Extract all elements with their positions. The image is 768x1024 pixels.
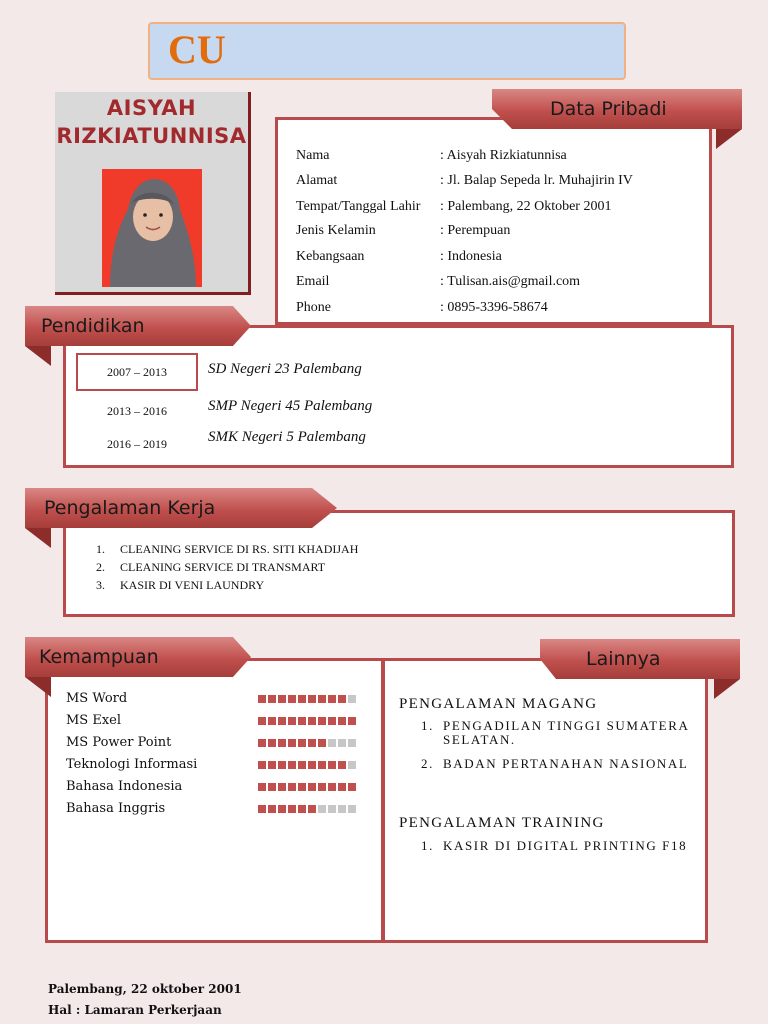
skill-level-filled (338, 783, 346, 791)
skill-level-bar (258, 695, 356, 703)
skill-level-empty (348, 695, 356, 703)
skill-level-filled (258, 717, 266, 725)
skill-level-filled (278, 695, 286, 703)
skill-name: Teknologi Informasi (66, 757, 198, 772)
personal-label: Phone (296, 300, 331, 315)
skill-level-filled (338, 695, 346, 703)
skill-level-filled (258, 739, 266, 747)
skill-level-filled (278, 761, 286, 769)
profile-photo (102, 169, 202, 287)
skill-row (66, 735, 376, 753)
education-school: SMP Negeri 45 Palembang (208, 398, 373, 414)
skill-level-filled (298, 717, 306, 725)
skill-level-filled (288, 761, 296, 769)
skill-level-empty (328, 805, 336, 813)
section-heading: Kemampuan (39, 646, 159, 668)
section-heading: Pengalaman Kerja (44, 497, 216, 519)
skill-name: MS Power Point (66, 735, 172, 750)
skill-name: MS Word (66, 691, 128, 706)
skill-level-bar (258, 805, 356, 813)
skill-level-filled (318, 783, 326, 791)
skill-level-filled (308, 805, 316, 813)
skill-level-filled (308, 783, 316, 791)
list-item: 1. KASIR DI DIGITAL PRINTING F18 (421, 838, 688, 853)
skill-level-filled (328, 717, 336, 725)
section-ribbon-others (540, 639, 740, 679)
skill-level-filled (338, 717, 346, 725)
section-ribbon-education (25, 306, 251, 346)
skill-name: Bahasa Indonesia (66, 779, 183, 794)
skill-name: Bahasa Inggris (66, 801, 166, 816)
skill-row (66, 713, 376, 731)
personal-value: : Aisyah Rizkiatunnisa (440, 148, 567, 163)
skill-level-filled (258, 695, 266, 703)
place-date: Palembang, 22 oktober 2001 (48, 982, 242, 996)
skill-row (66, 779, 376, 797)
skill-level-bar (258, 717, 356, 725)
personal-label: Alamat (296, 173, 338, 188)
section-heading: Pendidikan (41, 315, 145, 337)
skills-box (45, 658, 384, 943)
skill-level-filled (308, 717, 316, 725)
profile-name-first: AISYAH (106, 96, 197, 120)
skill-level-empty (348, 739, 356, 747)
training-heading: PENGALAMAN TRAINING (399, 815, 605, 831)
skill-level-bar (258, 739, 356, 747)
others-box (382, 658, 708, 943)
skill-level-filled (298, 739, 306, 747)
skill-level-filled (268, 805, 276, 813)
skill-level-filled (258, 761, 266, 769)
skill-row (66, 757, 376, 775)
education-box (63, 325, 734, 468)
skill-level-filled (318, 739, 326, 747)
section-heading: Lainnya (586, 648, 661, 670)
education-period: 2016 – 2019 (107, 437, 167, 451)
personal-value: : Tulisan.ais@gmail.com (440, 274, 581, 289)
personal-label: Jenis Kelamin (296, 223, 376, 238)
personal-value: : Perempuan (440, 223, 511, 238)
personal-label: Tempat/Tanggal Lahir (296, 199, 421, 214)
skill-level-filled (298, 805, 306, 813)
skill-row (66, 801, 376, 819)
skill-level-filled (308, 695, 316, 703)
skill-level-filled (308, 739, 316, 747)
cv-title: CU (168, 27, 226, 72)
skill-level-filled (258, 805, 266, 813)
skill-level-empty (328, 739, 336, 747)
internship-heading: PENGALAMAN MAGANG (399, 696, 598, 712)
skill-level-filled (278, 739, 286, 747)
list-item: 1. PENGADILAN TINGGI SUMATERA SELATAN. (421, 718, 689, 747)
personal-label: Kebangsaan (296, 249, 365, 264)
personal-value: : 0895-3396-58674 (440, 300, 548, 315)
list-item: 2. BADAN PERTANAHAN NASIONAL (421, 756, 689, 771)
skill-level-filled (278, 783, 286, 791)
skill-level-filled (338, 761, 346, 769)
personal-value: : Jl. Balap Sepeda lr. Muhajirin IV (440, 173, 633, 188)
skill-level-empty (338, 805, 346, 813)
skill-level-empty (348, 805, 356, 813)
skill-level-empty (318, 805, 326, 813)
personal-data-box (275, 117, 712, 325)
education-period: 2007 – 2013 (76, 353, 198, 391)
letter-subject: Hal : Lamaran Perkerjaan (48, 1003, 222, 1017)
skill-level-filled (288, 739, 296, 747)
list-item: 1. CLEANING SERVICE DI RS. SITI KHADIJAH (96, 542, 359, 556)
header-bar (148, 22, 626, 80)
skill-level-filled (268, 695, 276, 703)
skill-level-bar (258, 761, 356, 769)
personal-label: Email (296, 274, 330, 289)
skill-level-filled (288, 805, 296, 813)
skill-level-filled (288, 695, 296, 703)
skill-level-filled (278, 805, 286, 813)
personal-value: : Indonesia (440, 249, 502, 264)
section-ribbon-work (25, 488, 337, 528)
skill-level-filled (318, 717, 326, 725)
skill-level-filled (258, 783, 266, 791)
skill-level-filled (298, 695, 306, 703)
skill-level-filled (298, 761, 306, 769)
skill-level-filled (328, 761, 336, 769)
profile-name-last: RIZKIATUNNISA (56, 124, 247, 148)
skill-level-filled (318, 695, 326, 703)
profile-card (55, 92, 251, 295)
skill-level-filled (278, 717, 286, 725)
list-item: 2. CLEANING SERVICE DI TRANSMART (96, 560, 326, 574)
skill-level-bar (258, 783, 356, 791)
section-heading: Data Pribadi (550, 98, 667, 120)
skill-name: MS Exel (66, 713, 122, 728)
list-item: 3. KASIR DI VENI LAUNDRY (96, 578, 265, 592)
skill-level-filled (288, 717, 296, 725)
skill-level-filled (318, 761, 326, 769)
skill-level-filled (288, 783, 296, 791)
education-school: SMK Negeri 5 Palembang (208, 429, 366, 445)
education-school: SD Negeri 23 Palembang (208, 361, 362, 377)
skill-level-filled (348, 717, 356, 725)
personal-label: Nama (296, 148, 330, 163)
education-period: 2013 – 2016 (107, 404, 167, 418)
personal-value: : Palembang, 22 Oktober 2001 (440, 199, 612, 214)
skill-level-filled (268, 761, 276, 769)
skill-level-filled (308, 761, 316, 769)
skill-level-filled (328, 695, 336, 703)
skill-level-filled (268, 783, 276, 791)
skill-level-filled (268, 717, 276, 725)
skill-level-filled (298, 783, 306, 791)
skill-level-filled (348, 783, 356, 791)
skill-level-filled (268, 739, 276, 747)
skill-level-empty (338, 739, 346, 747)
section-ribbon-personal (492, 89, 742, 129)
skill-row (66, 691, 376, 709)
section-ribbon-skills (25, 637, 251, 677)
skill-level-filled (328, 783, 336, 791)
skill-level-empty (348, 761, 356, 769)
